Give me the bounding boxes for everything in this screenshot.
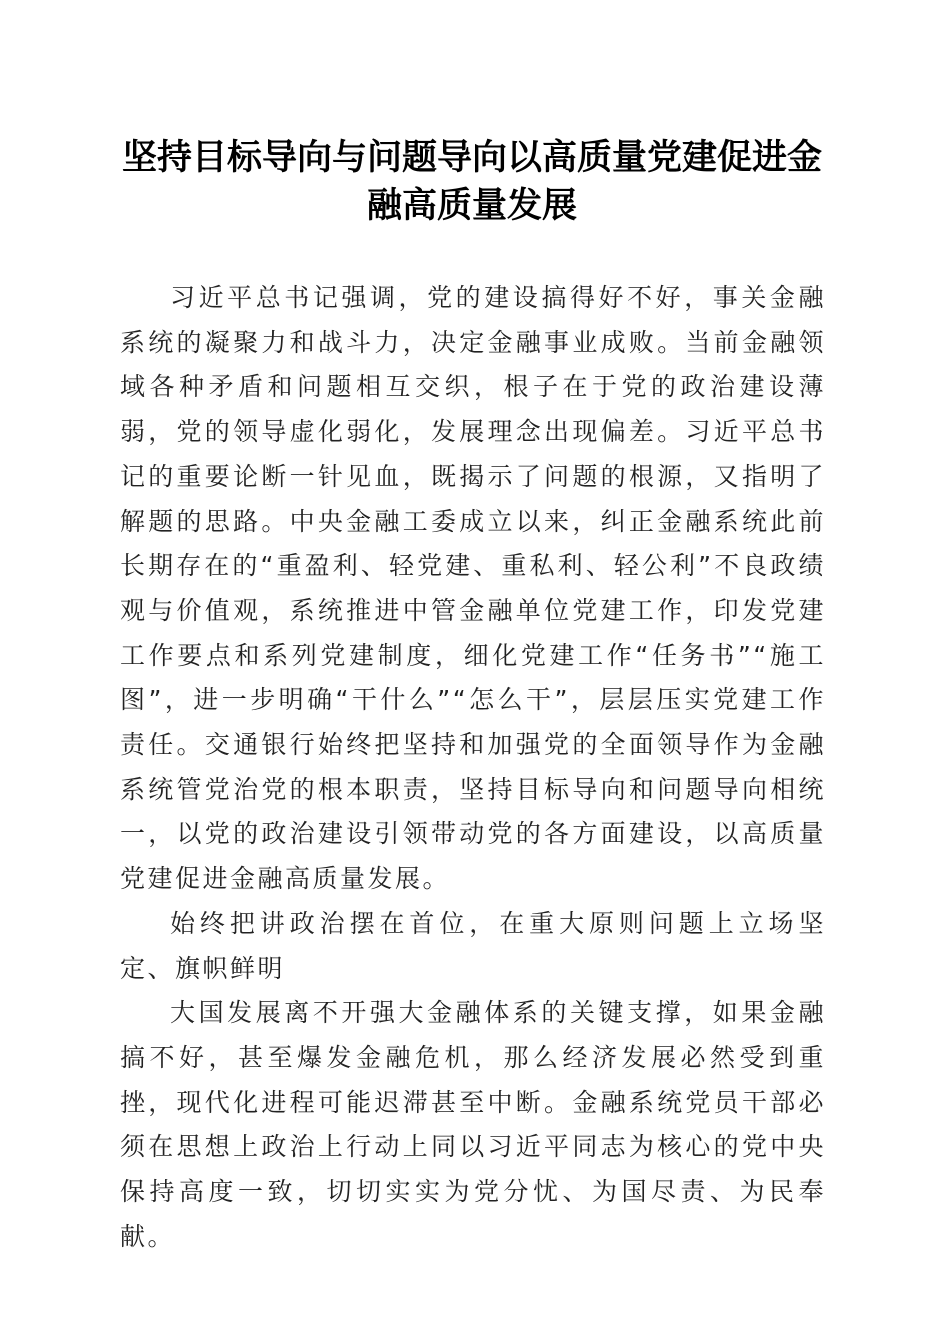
paragraph-intro: 习近平总书记强调，党的建设搞得好不好，事关金融系统的凝聚力和战斗力，决定金融事业成败。当前金融领域各种矛盾和问题相互交织，根子在于党的政治建设薄弱，党的领导虚化弱化，发展理念出现偏差。习近平总书记的重要论断一针见血，既揭示了问题的根源，又指明了解题的思路。中央金融工委成立以来，纠正金融系统此前长期存在的“重盈利、轻党建、重私利、轻公利”不良政绩观与价值观，系统推进中管金融单位党建工作，印发党建工作要点和系列党建制度，细化党建工作“任务书”“施工图”，进一步明确“干什么”“怎么干”，层层压实党建工作责任。交通银行始终把坚持和加强党的全面领导作为金融系统管党治党的根本职责，坚持目标导向和问题导向相统一，以党的政治建设引领带动党的各方面建设，以高质量党建促进金融高质量发展。 [120,283,826,894]
document-title: 坚持目标导向与问题导向以高质量党建促进金融高质量发展 [121,137,822,226]
paragraph-section-body: 大国发展离不开强大金融体系的关键支撑，如果金融搞不好，甚至爆发金融危机，那么经济发展必然受到重挫，现代化进程可能迟滞甚至中断。金融系统党员干部必须在思想上政治上行动上同以习近平同志为核心的党中央保持高度一致，切切实实为党分忧、为国尽责、为民奉献。 [120,998,826,1251]
document-body [120,276,826,1259]
section-heading: 始终把讲政治摆在首位，在重大原则问题上立场坚定、旗帜鲜明 [120,908,826,983]
